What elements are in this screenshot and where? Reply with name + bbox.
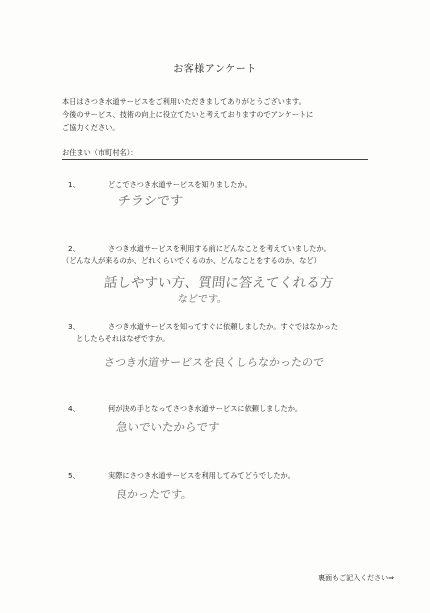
intro-line-1: 本日はさつき水道サービスをご利用いただきましてありがとうございます。 <box>62 97 306 106</box>
page-title: お客様アンケート <box>173 64 257 75</box>
answer-1-handwritten: チラシです <box>117 194 184 209</box>
question-4-text: 何が決め手となってさつき水道サービスに依頼しましたか。 <box>108 404 303 413</box>
footer-note: 裏面もご記入ください⇒ <box>318 574 394 582</box>
intro-text <box>62 95 382 134</box>
question-3-text: さつき水道サービスを知ってすぐに依頼しましたか。すぐではなかった <box>108 322 339 331</box>
question-1-number: 1、 <box>68 180 80 189</box>
answer-2-handwritten-line-2: などです。 <box>177 294 228 305</box>
question-4-number: 4、 <box>68 404 80 413</box>
question-5-number: 5、 <box>68 471 80 480</box>
answer-5-handwritten: 良かったです。 <box>115 488 193 501</box>
question-5-text: 実際にさつき水道サービスを利用してみてどうでしたか。 <box>108 471 295 480</box>
address-field-line <box>62 159 368 160</box>
question-2-number: 2、 <box>68 244 80 253</box>
question-1-text: どこでさつき水道サービスを知りましたか。 <box>108 180 252 189</box>
intro-line-2: 今後のサービス、技術の向上に役立てたいと考えておりますのでアンケートに <box>62 110 314 119</box>
answer-2-handwritten-line-1: 話しやすい方、質問に答えてくれる方 <box>102 275 335 291</box>
answer-4-handwritten: 急いでいたからです <box>115 420 221 434</box>
intro-line-3: ご協力ください。 <box>62 123 120 132</box>
question-3-subtext: としたらそれはなぜですか。 <box>76 334 170 343</box>
answer-3-handwritten: さつき水道サービスを良くしらなかったので <box>103 356 325 369</box>
question-3-number: 3、 <box>68 322 80 331</box>
address-label: お住まい（市町村名）： <box>62 148 138 157</box>
question-2-subtext: （どんな人が来るのか、どれくらいでくるのか、どんなことをするのか、など） <box>62 256 321 265</box>
question-2-text: さつき水道サービスを利用する前にどんなことを考えていましたか。 <box>108 244 331 253</box>
